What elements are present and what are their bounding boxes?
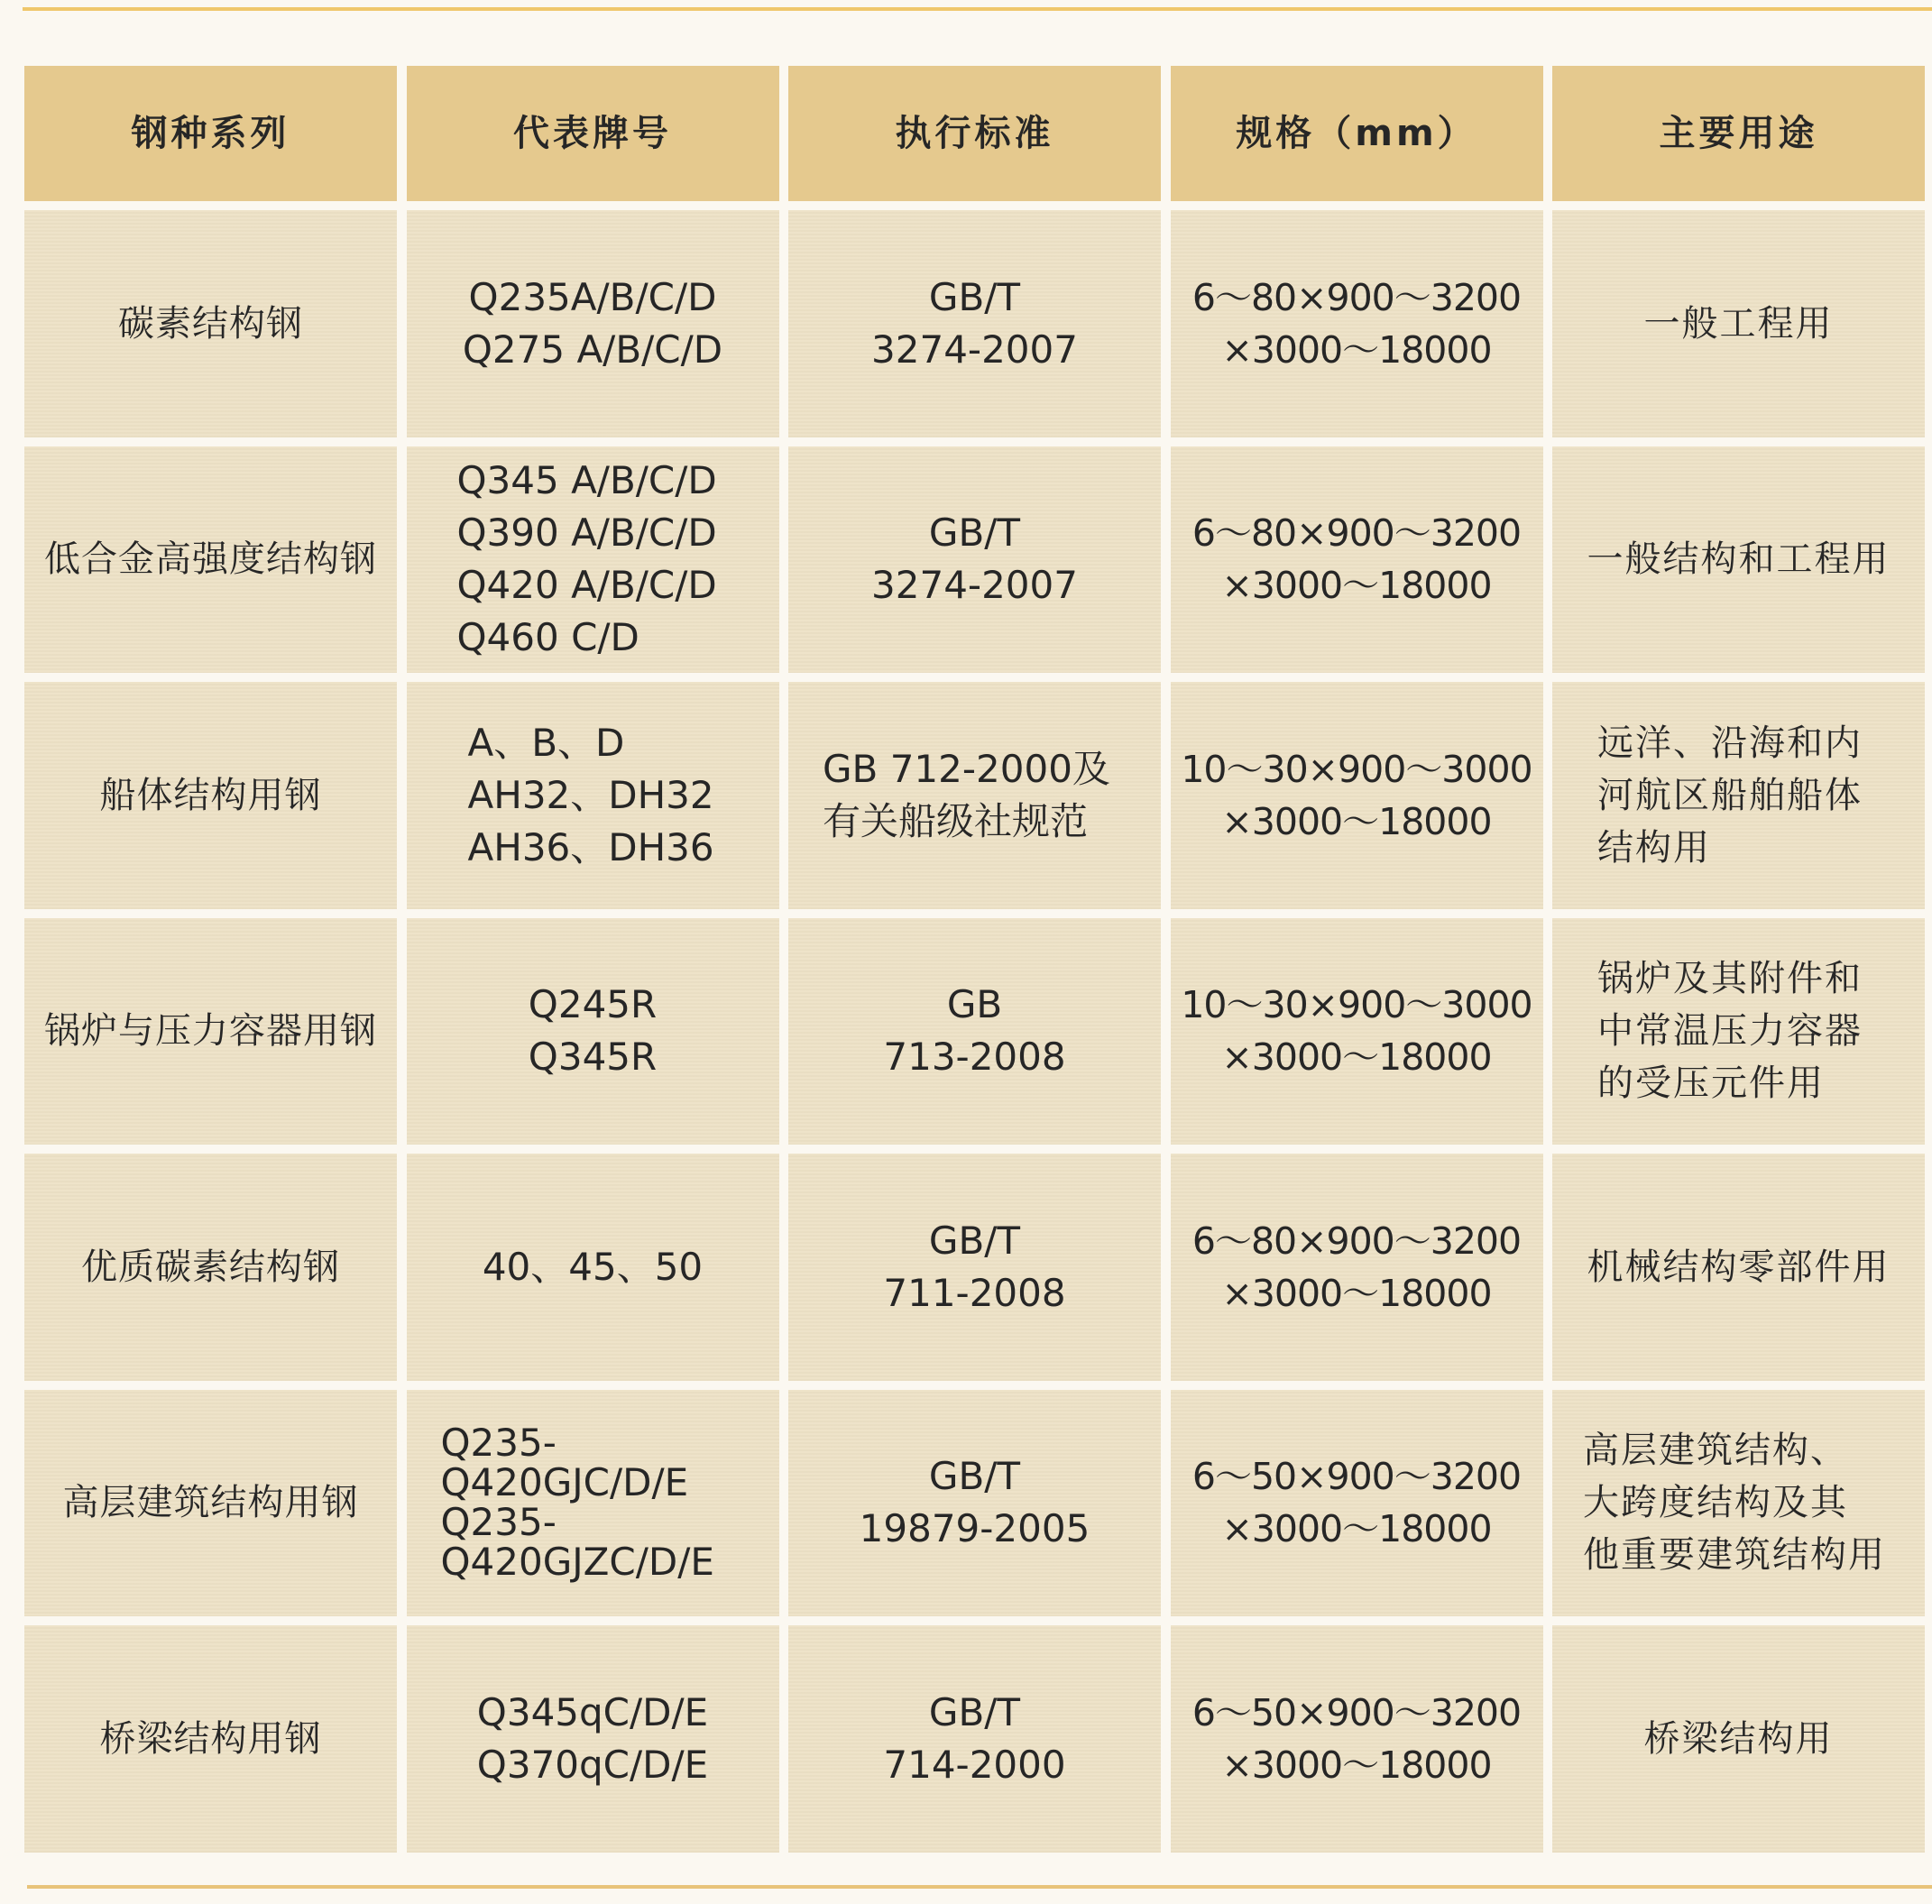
grades-cell — [407, 1625, 779, 1853]
use-line: 机械结构零部件用 — [1587, 1246, 1891, 1288]
grade-line: Q390 A/B/C/D — [456, 510, 717, 556]
spec-line: ×3000～18000 — [1221, 799, 1492, 843]
grade-line: A、B、D — [467, 720, 625, 765]
header-spec: 规格（mm） — [1171, 66, 1543, 201]
use-line: 的受压元件用 — [1597, 1062, 1825, 1105]
grade-line: Q235A/B/C/D — [468, 274, 717, 319]
standard-line: GB — [946, 982, 1003, 1027]
spec-line: 6～50×900～3200 — [1191, 1455, 1522, 1499]
spec-line: ×3000～18000 — [1221, 1035, 1492, 1080]
series-cell — [24, 918, 397, 1145]
standard-line: GB/T — [928, 274, 1021, 319]
standard-line: 714-2000 — [883, 1742, 1066, 1787]
grade-line: Q345 A/B/C/D — [456, 458, 717, 503]
use-line: 他重要建筑结构用 — [1583, 1534, 1886, 1577]
grades-cell — [407, 1390, 779, 1617]
spec-cell — [1171, 1154, 1543, 1381]
spec-line: 6～80×900～3200 — [1191, 275, 1522, 319]
spec-cell — [1171, 682, 1543, 909]
use-cell — [1552, 918, 1925, 1145]
grade-line: Q460 C/D — [456, 615, 639, 660]
standard-line: 3274-2007 — [871, 327, 1078, 372]
use-cell — [1552, 446, 1925, 674]
spec-line: ×3000～18000 — [1221, 1271, 1492, 1315]
grade-line: Q420GJZC/D/E — [440, 1540, 714, 1585]
standard-cell — [788, 918, 1161, 1145]
use-line: 远洋、沿海和内 — [1597, 722, 1863, 764]
grade-line: Q235- — [440, 1500, 557, 1545]
series-line: 低合金高强度结构钢 — [44, 538, 377, 581]
header-grades: 代表牌号 — [407, 66, 779, 201]
spec-cell — [1171, 918, 1543, 1145]
spec-line: ×3000～18000 — [1221, 1743, 1492, 1787]
series-cell — [24, 446, 397, 674]
grade-line: AH32、DH32 — [467, 772, 714, 817]
grade-line: Q345R — [528, 1035, 658, 1080]
series-line: 高层建筑结构用钢 — [62, 1482, 359, 1524]
grade-line: 40、45、50 — [482, 1244, 704, 1289]
series-line: 优质碳素结构钢 — [81, 1246, 340, 1288]
grades-cell — [407, 918, 779, 1145]
use-line: 河航区船舶船体 — [1597, 774, 1863, 816]
spec-cell — [1171, 1625, 1543, 1853]
standard-cell — [788, 682, 1161, 909]
use-line: 锅炉及其附件和 — [1597, 958, 1863, 1000]
use-cell — [1552, 1390, 1925, 1617]
series-cell — [24, 210, 397, 437]
spec-cell — [1171, 210, 1543, 437]
use-cell — [1552, 682, 1925, 909]
grade-line: Q245R — [528, 982, 658, 1027]
standard-line: 3274-2007 — [871, 563, 1078, 608]
spec-cell — [1171, 446, 1543, 674]
series-line: 碳素结构钢 — [118, 302, 303, 345]
use-line: 结构用 — [1597, 826, 1711, 869]
series-line: 船体结构用钢 — [99, 774, 322, 816]
spec-line: 10～30×900～3000 — [1181, 747, 1532, 791]
spec-cell — [1171, 1390, 1543, 1617]
standard-line: GB/T — [928, 510, 1021, 556]
use-line: 大跨度结构及其 — [1583, 1482, 1848, 1524]
standard-line: 711-2008 — [883, 1270, 1066, 1315]
series-cell — [24, 682, 397, 909]
use-line: 桥梁结构用 — [1643, 1717, 1834, 1760]
use-line: 高层建筑结构、 — [1583, 1430, 1848, 1472]
series-cell — [24, 1390, 397, 1617]
standard-line: GB 712-2000及 — [823, 746, 1110, 791]
spec-line: 6～80×900～3200 — [1191, 1219, 1522, 1263]
bottom-rule — [27, 1885, 1932, 1889]
grades-cell — [407, 1154, 779, 1381]
standard-cell — [788, 1154, 1161, 1381]
use-line: 中常温压力容器 — [1597, 1010, 1863, 1053]
standard-line: 有关船级社规范 — [823, 798, 1089, 843]
top-rule — [23, 7, 1932, 11]
header-standard: 执行标准 — [788, 66, 1161, 201]
grade-line: Q345qC/D/E — [476, 1689, 709, 1734]
steel-table — [24, 66, 1932, 1847]
standard-line: GB/T — [928, 1454, 1021, 1499]
grade-line: Q420 A/B/C/D — [456, 563, 717, 608]
grade-line: Q235- — [440, 1421, 557, 1466]
spec-line: 10～30×900～3000 — [1181, 983, 1532, 1027]
standard-line: 713-2008 — [883, 1035, 1066, 1080]
spec-line: 6～80×900～3200 — [1191, 511, 1522, 556]
spec-line: ×3000～18000 — [1221, 327, 1492, 372]
use-cell — [1552, 1154, 1925, 1381]
series-line: 锅炉与压力容器用钢 — [44, 1010, 377, 1053]
grade-line: Q370qC/D/E — [476, 1742, 709, 1787]
use-cell — [1552, 210, 1925, 437]
grades-cell — [407, 446, 779, 674]
standard-cell — [788, 1390, 1161, 1617]
series-cell — [24, 1154, 397, 1381]
use-cell — [1552, 1625, 1925, 1853]
standard-line: GB/T — [928, 1218, 1021, 1263]
grade-line: Q420GJC/D/E — [440, 1460, 689, 1505]
standard-line: GB/T — [928, 1689, 1021, 1734]
standard-cell — [788, 210, 1161, 437]
use-line: 一般结构和工程用 — [1587, 538, 1891, 581]
spec-line: 6～50×900～3200 — [1191, 1690, 1522, 1734]
standard-cell — [788, 446, 1161, 674]
grades-cell — [407, 210, 779, 437]
series-line: 桥梁结构用钢 — [99, 1717, 322, 1760]
header-use: 主要用途 — [1552, 66, 1925, 201]
grade-line: Q275 A/B/C/D — [462, 327, 723, 372]
header-series: 钢种系列 — [24, 66, 397, 201]
spec-line: ×3000～18000 — [1221, 1507, 1492, 1551]
standard-cell — [788, 1625, 1161, 1853]
grade-line: AH36、DH36 — [467, 824, 714, 869]
grades-cell — [407, 682, 779, 909]
use-line: 一般工程用 — [1643, 302, 1834, 345]
series-cell — [24, 1625, 397, 1853]
spec-line: ×3000～18000 — [1221, 564, 1492, 608]
standard-line: 19879-2005 — [859, 1506, 1090, 1551]
